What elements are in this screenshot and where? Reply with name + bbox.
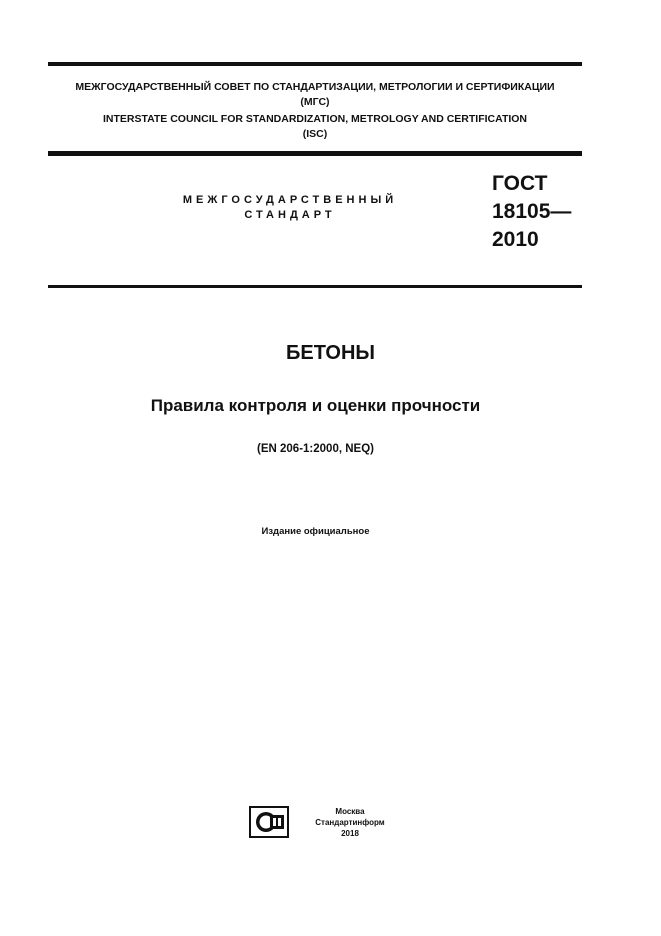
standard-type-label: [140, 193, 440, 223]
document-subtitle: Правила контроля и оценки прочности: [150, 396, 481, 415]
council-name-en-text: INTERSTATE COUNCIL FOR STANDARDIZATION, METROLOGY AND CERTIFICATION: [102, 113, 528, 125]
publisher-city: Москва: [335, 807, 365, 816]
edition-note: Издание официальное: [261, 526, 370, 537]
gost-line1: ГОСТ: [492, 172, 548, 195]
council-abbr-ru: (МГС): [300, 96, 330, 108]
council-name-en: [48, 112, 582, 142]
council-abbr-en: (ISC): [302, 128, 328, 140]
lower-rule: [48, 285, 582, 288]
council-name-ru: [48, 80, 582, 110]
gost-line3: 2010: [492, 228, 539, 251]
middle-rule: [48, 151, 582, 156]
document-title: БЕТОНЫ: [285, 342, 375, 364]
gost-line2: 18105—: [492, 200, 572, 223]
publisher-block: [300, 806, 400, 839]
gost-number: [492, 170, 571, 254]
standard-type-line1: МЕЖГОСУДАРСТВЕННЫЙ: [182, 194, 398, 206]
standard-type-line2: СТАНДАРТ: [244, 209, 336, 221]
council-name-ru-text: МЕЖГОСУДАРСТВЕННЫЙ СОВЕТ ПО СТАНДАРТИЗАЦИИ, МЕТРОЛОГИИ И СЕРТИФИКАЦИИ: [75, 81, 555, 93]
standartinform-logo-icon: [249, 806, 289, 838]
publication-year: 2018: [341, 829, 359, 838]
standard-reference: (EN 206-1:2000, NEQ): [257, 443, 374, 455]
publisher-name: Стандартинформ: [315, 818, 385, 827]
top-rule: [48, 62, 582, 66]
